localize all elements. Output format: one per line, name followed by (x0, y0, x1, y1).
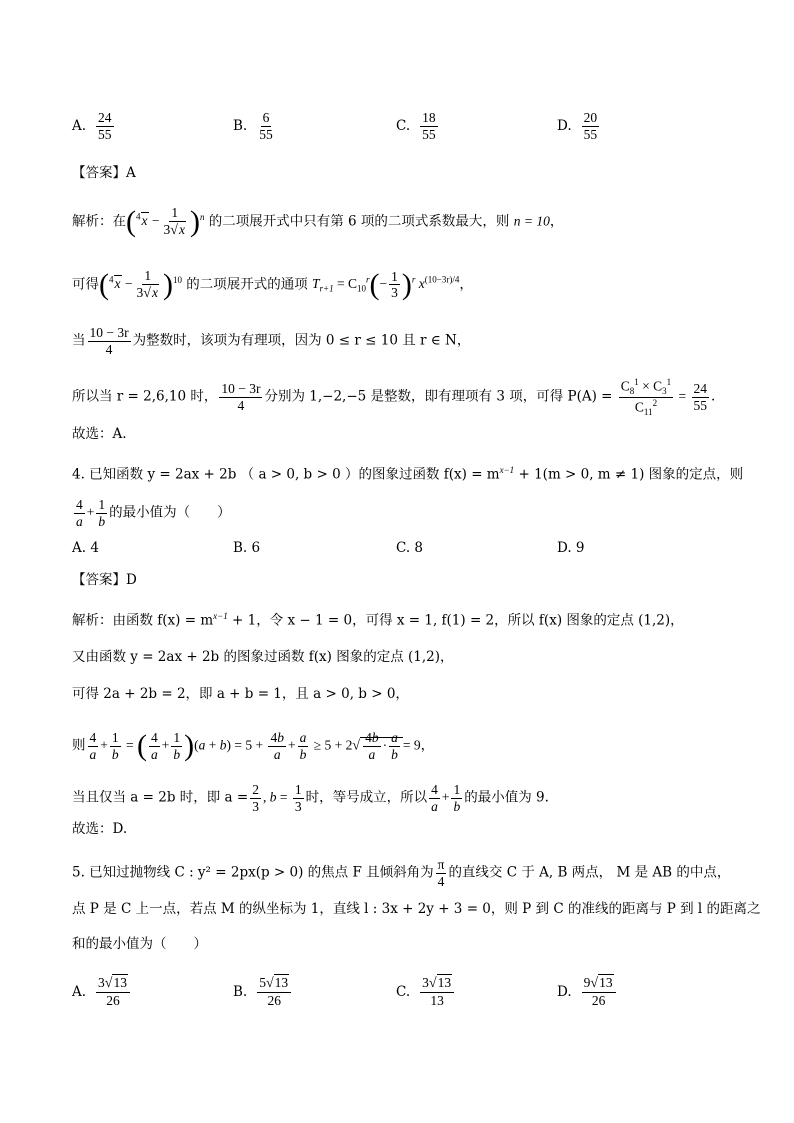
answer-4: 【答案】D (72, 572, 137, 588)
q3-option-b: B. $\frac{6}{55}$ (233, 110, 273, 142)
q5-line1: 5. 已知过抛物线 C : y² = 2px(p > 0) 的焦点 F 且倾斜角为 $\frac{\pi}{4}$ 的直线交 C 于 A, B 两点， M 是 AB 的中点， (72, 857, 731, 889)
sol3-line2: 可得($^4$x − $\frac{1}{3√x}$ )$^{10}$ 的二项展开式的通项 $T_{r+1} = C_{10}^r(-$ $\frac{1}{3}$ )$^r$ $x^{(10-3r)/4}$， (72, 267, 473, 302)
sol4-pick: 故选：D. (72, 821, 128, 837)
q5-line2: 点 P 是 C 上一点，若点 M 的纵坐标为 1，直线 l : 3x + 2y + 3 = 0，则 P 到 C 的准线的距离与 P 到 l 的距离之 (72, 901, 761, 917)
q5-option-a: A. $\frac{3√13}{26}$ (72, 975, 132, 1009)
q4-option-c: C. 8 (396, 540, 424, 556)
sol3-line4: 所以当 r = 2,6,10 时， $\frac{10 - 3r}{4}$ 分别为 1,−2,−5 是整数，即有理项有 3 项，可得 P(A) = $\frac{C_8^1 \times C_3^1}{C_{11}^2}$ = $\frac{24}{55}$ . (72, 377, 716, 417)
sol3-line1: 解析：在($^4$x − $\frac{1}{3√x}$ )$^n$ 的二项展开式中只有第 6 项的二项式系数最大，则 n = 10， (72, 204, 564, 238)
sol3-line3: 当 $\frac{10 - 3r}{4}$ 为整数时，该项为有理项，因为 0 ≤ r ≤ 10 且 r ∈ N， (72, 325, 471, 357)
sol4-line4: 则 $\frac{4}{a}$ + $\frac{1}{b}$ = ( $\frac{4}{a}$ + $\frac{1}{b}$ )(a + b) = 5 + $\frac{4b}{a}$ + $\frac{a}{b}$ ≥ 5 + 2√ $\frac{4b}{a}$ · $\frac{a}{b}$ = 9， (72, 729, 435, 763)
q5-option-c: C. $\frac{3√13}{13}$ (396, 975, 456, 1009)
answer-3: 【答案】A (72, 165, 136, 181)
q4-option-a: A. 4 (72, 540, 99, 556)
sol3-pick: 故选：A. (72, 426, 127, 442)
q4-line1: 4. 已知函数 y = 2ax + 2b （ a > 0, b > 0 ）的图象过函数 $f(x) = m^{x-1} + 1(m > 0$, m ≠ 1) 图象的定点，则 (72, 465, 744, 483)
q4-line2: $\frac{4}{a}$ + $\frac{1}{b}$ 的最小值为（ ） (76, 497, 231, 529)
q5-option-b: B. $\frac{5√13}{26}$ (233, 975, 293, 1009)
sol4-line3: 可得 2a + 2b = 2，即 a + b = 1，且 a > 0, b > 0， (72, 686, 409, 702)
q5-line3: 和的最小值为（ ） (72, 936, 207, 952)
q5-option-d: D. $\frac{9√13}{26}$ (557, 975, 618, 1009)
q4-option-b: B. 6 (233, 540, 261, 556)
q3-option-d: D. $\frac{20}{55}$ (557, 110, 598, 142)
q3-option-a: A. $\frac{24}{55}$ (72, 110, 112, 142)
sol4-line1: 解析：由函数 $f(x) = m^{x-1} + 1$，令 x − 1 = 0，可得 x = 1, f(1) = 2，所以 f(x) 图象的定点 (1,2)， (72, 611, 684, 629)
q3-option-c: C. $\frac{18}{55}$ (396, 110, 436, 142)
sol4-line2: 又由函数 y = 2ax + 2b 的图象过函数 f(x) 图象的定点 (1,2)， (72, 649, 454, 665)
sol4-line5: 当且仅当 a = 2b 时，即 a = $\frac{2}{3}$ , b = $\frac{1}{3}$ 时，等号成立，所以 $\frac{4}{a}$ + $\frac{1}{b}$ 的最小值为 9. (72, 782, 549, 814)
q4-option-d: D. 9 (557, 540, 585, 556)
